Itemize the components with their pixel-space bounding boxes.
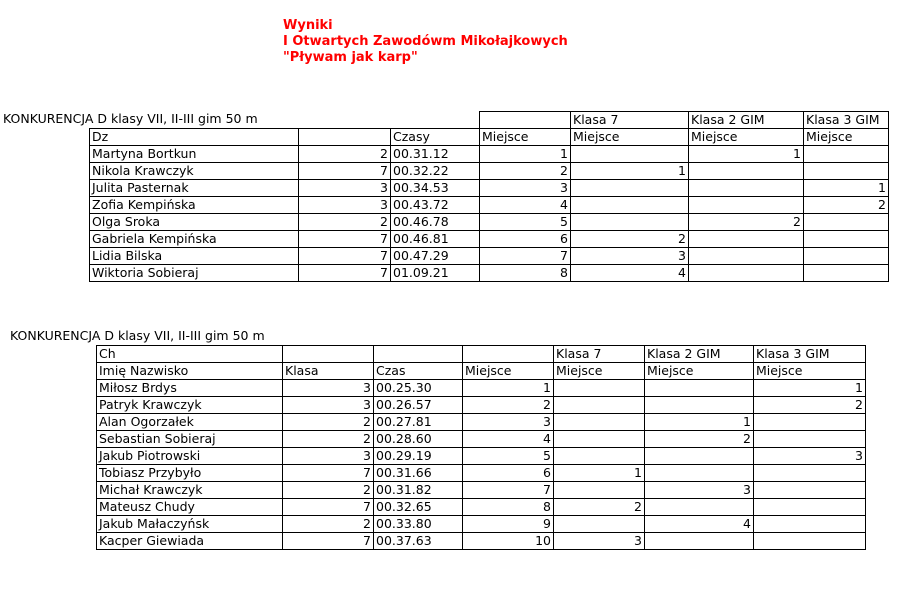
table-cell: 3 <box>554 533 645 550</box>
table-cell: 2 <box>283 414 374 431</box>
header-cell: Miejsce <box>689 129 804 146</box>
header-top-cell: Klasa 2 GIM <box>645 346 754 363</box>
table-row <box>97 448 866 465</box>
table-cell <box>645 448 754 465</box>
table-row <box>90 197 889 214</box>
table-cell: 00.33.80 <box>374 516 463 533</box>
table-cell: 00.32.22 <box>391 163 480 180</box>
table-row <box>97 465 866 482</box>
header-cell: Miejsce <box>554 363 645 380</box>
table-cell: 01.09.21 <box>391 265 480 282</box>
table-cell: 00.32.65 <box>374 499 463 516</box>
table-cell: 3 <box>299 180 391 197</box>
table-cell: 00.34.53 <box>391 180 480 197</box>
table-cell <box>554 397 645 414</box>
table-cell: 1 <box>645 414 754 431</box>
results-table-boys <box>96 345 866 550</box>
swimmer-name-cell: Patryk Krawczyk <box>97 397 283 414</box>
table-cell: 8 <box>463 499 554 516</box>
table-cell: 00.29.19 <box>374 448 463 465</box>
header-cell: Klasa <box>283 363 374 380</box>
table-row <box>97 533 866 550</box>
swimmer-name-cell: Jakub Małaczyńsk <box>97 516 283 533</box>
table-cell: 00.26.57 <box>374 397 463 414</box>
table-cell: 1 <box>554 465 645 482</box>
swimmer-name-cell: Sebastian Sobieraj <box>97 431 283 448</box>
table-cell: 7 <box>283 533 374 550</box>
table-cell <box>554 414 645 431</box>
table-cell <box>645 499 754 516</box>
table-cell: 5 <box>463 448 554 465</box>
table-cell: 1 <box>571 163 689 180</box>
table-cell <box>804 265 889 282</box>
header-cell: Miejsce <box>480 129 571 146</box>
table-cell: 1 <box>754 380 866 397</box>
table-header-top-row <box>97 346 866 363</box>
swimmer-name-cell: Mateusz Chudy <box>97 499 283 516</box>
table-cell: 2 <box>480 163 571 180</box>
table-cell: 9 <box>463 516 554 533</box>
header-top-cell: Klasa 7 <box>554 346 645 363</box>
table-cell: 7 <box>480 248 571 265</box>
table-cell: 1 <box>480 146 571 163</box>
table-row <box>90 214 889 231</box>
header-cell: Miejsce <box>571 129 689 146</box>
table-cell <box>689 197 804 214</box>
header-top-cell: Ch <box>97 346 283 363</box>
table-cell <box>571 146 689 163</box>
table-cell <box>804 248 889 265</box>
table-row <box>90 146 889 163</box>
table-cell <box>645 533 754 550</box>
table-cell <box>689 265 804 282</box>
table-cell <box>804 146 889 163</box>
swimmer-name-cell: Jakub Piotrowski <box>97 448 283 465</box>
table-cell: 2 <box>554 499 645 516</box>
table-cell: 7 <box>283 499 374 516</box>
table-cell: 7 <box>299 231 391 248</box>
table-header-row <box>90 129 889 146</box>
header-cell: Miejsce <box>804 129 889 146</box>
table-row <box>97 516 866 533</box>
table-cell: 3 <box>283 397 374 414</box>
table-cell: 6 <box>463 465 554 482</box>
header-cell: Dz <box>90 129 299 146</box>
table-cell: 2 <box>804 197 889 214</box>
table-cell: 2 <box>283 516 374 533</box>
table-cell: 00.31.82 <box>374 482 463 499</box>
header-cell: Czasy <box>391 129 480 146</box>
table-cell: 7 <box>299 265 391 282</box>
header-cell: Czas <box>374 363 463 380</box>
table-row <box>90 265 889 282</box>
table-cell: 2 <box>463 397 554 414</box>
swimmer-name-cell: Olga Sroka <box>90 214 299 231</box>
header-top-cell <box>391 112 480 129</box>
table-row <box>90 231 889 248</box>
table-header-row <box>97 363 866 380</box>
table-row <box>90 180 889 197</box>
table-cell <box>754 414 866 431</box>
table-cell: 3 <box>283 380 374 397</box>
table-cell <box>571 180 689 197</box>
table-row <box>97 482 866 499</box>
table-row <box>97 380 866 397</box>
swimmer-name-cell: Julita Pasternak <box>90 180 299 197</box>
table-cell <box>754 533 866 550</box>
header-top-cell <box>299 112 391 129</box>
table-cell: 00.46.78 <box>391 214 480 231</box>
header-top-cell: Klasa 2 GIM <box>689 112 804 129</box>
table-cell <box>645 380 754 397</box>
table-cell: 7 <box>463 482 554 499</box>
table-row <box>97 431 866 448</box>
table-cell <box>645 465 754 482</box>
table-cell: 00.25.30 <box>374 380 463 397</box>
header-cell: Miejsce <box>754 363 866 380</box>
table-cell: 7 <box>283 465 374 482</box>
table-cell: 2 <box>299 146 391 163</box>
table-cell: 2 <box>571 231 689 248</box>
table-cell: 3 <box>463 414 554 431</box>
table-cell: 2 <box>754 397 866 414</box>
table-cell <box>554 516 645 533</box>
header-top-cell: Klasa 3 GIM <box>754 346 866 363</box>
table-cell: 2 <box>689 214 804 231</box>
header-cell: Imię Nazwisko <box>97 363 283 380</box>
swimmer-name-cell: Alan Ogorzałek <box>97 414 283 431</box>
table-cell: 3 <box>571 248 689 265</box>
table-row <box>90 163 889 180</box>
header-top-cell: Klasa 3 GIM <box>804 112 889 129</box>
swimmer-name-cell: Gabriela Kempińska <box>90 231 299 248</box>
table-cell: 00.43.72 <box>391 197 480 214</box>
section-2-label: KONKURENCJA D klasy VII, II-III gim 50 m <box>10 328 265 343</box>
table-cell: 2 <box>283 431 374 448</box>
table-cell: 1 <box>804 180 889 197</box>
table-header-top-row <box>90 112 889 129</box>
table-cell <box>689 231 804 248</box>
table-cell: 1 <box>689 146 804 163</box>
swimmer-name-cell: Nikola Krawczyk <box>90 163 299 180</box>
table-cell: 00.37.63 <box>374 533 463 550</box>
table-cell <box>571 214 689 231</box>
swimmer-name-cell: Miłosz Brdys <box>97 380 283 397</box>
swimmer-name-cell: Martyna Bortkun <box>90 146 299 163</box>
table-row <box>97 397 866 414</box>
table-cell: 5 <box>480 214 571 231</box>
title-line-2: I Otwartych Zawodówm Mikołajkowych <box>283 34 568 49</box>
table-cell: 2 <box>299 214 391 231</box>
table-cell <box>689 163 804 180</box>
table-cell: 4 <box>571 265 689 282</box>
table-cell: 10 <box>463 533 554 550</box>
swimmer-name-cell: Michał Krawczyk <box>97 482 283 499</box>
table-cell: 3 <box>645 482 754 499</box>
table-cell <box>754 431 866 448</box>
table-cell: 2 <box>645 431 754 448</box>
table-cell <box>754 465 866 482</box>
table-cell <box>645 397 754 414</box>
header-cell: Miejsce <box>645 363 754 380</box>
table-cell: 00.28.60 <box>374 431 463 448</box>
table-cell: 00.31.12 <box>391 146 480 163</box>
table-row <box>97 499 866 516</box>
table-cell: 4 <box>480 197 571 214</box>
header-top-cell <box>463 346 554 363</box>
results-title <box>283 18 568 66</box>
swimmer-name-cell: Lidia Bilska <box>90 248 299 265</box>
table-cell <box>554 380 645 397</box>
table-row <box>90 248 889 265</box>
table-cell: 00.47.29 <box>391 248 480 265</box>
table-cell: 2 <box>283 482 374 499</box>
table-cell: 6 <box>480 231 571 248</box>
table-cell <box>689 180 804 197</box>
table-cell: 00.46.81 <box>391 231 480 248</box>
header-cell: Miejsce <box>463 363 554 380</box>
table-cell <box>689 248 804 265</box>
table-cell: 3 <box>480 180 571 197</box>
swimmer-name-cell: Wiktoria Sobieraj <box>90 265 299 282</box>
title-line-1: Wyniki <box>283 18 333 33</box>
table-cell: 7 <box>299 248 391 265</box>
header-top-cell <box>90 112 299 129</box>
table-cell <box>554 448 645 465</box>
table-cell <box>754 499 866 516</box>
table-cell: 7 <box>299 163 391 180</box>
header-top-cell: Klasa 7 <box>571 112 689 129</box>
table-cell <box>804 163 889 180</box>
table-cell <box>804 231 889 248</box>
table-cell <box>804 214 889 231</box>
swimmer-name-cell: Tobiasz Przybyło <box>97 465 283 482</box>
table-cell <box>554 482 645 499</box>
table-cell <box>754 482 866 499</box>
table-cell: 1 <box>463 380 554 397</box>
table-cell: 3 <box>283 448 374 465</box>
table-cell: 00.27.81 <box>374 414 463 431</box>
table-cell: 3 <box>299 197 391 214</box>
header-top-cell <box>480 112 571 129</box>
table-cell <box>571 197 689 214</box>
table-cell: 4 <box>463 431 554 448</box>
header-cell <box>299 129 391 146</box>
table-row <box>97 414 866 431</box>
swimmer-name-cell: Kacper Giewiada <box>97 533 283 550</box>
header-top-cell <box>283 346 374 363</box>
title-line-3: "Pływam jak karp" <box>283 50 418 65</box>
results-table-girls <box>89 111 889 282</box>
table-cell <box>754 516 866 533</box>
table-cell: 4 <box>645 516 754 533</box>
table-cell: 8 <box>480 265 571 282</box>
table-cell <box>554 431 645 448</box>
header-top-cell <box>374 346 463 363</box>
swimmer-name-cell: Zofia Kempińska <box>90 197 299 214</box>
table-cell: 3 <box>754 448 866 465</box>
table-cell: 00.31.66 <box>374 465 463 482</box>
section-1-label: KONKURENCJA D klasy VII, II-III gim 50 m <box>3 111 258 126</box>
